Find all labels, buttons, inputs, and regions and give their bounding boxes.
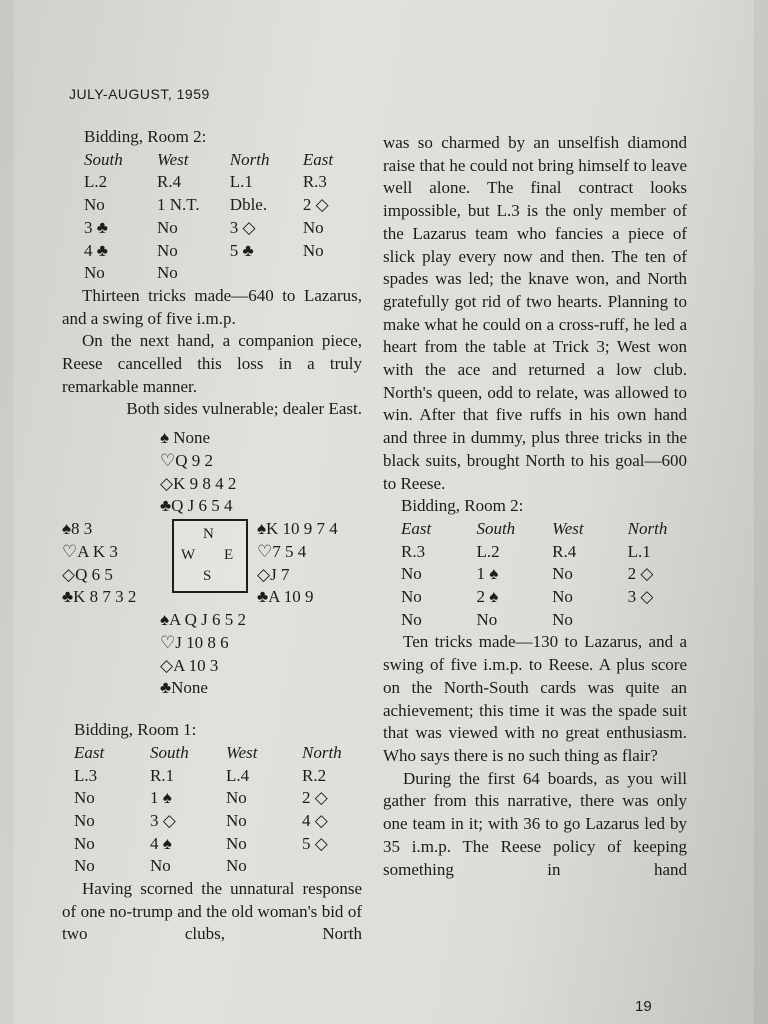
west-hand	[62, 518, 136, 609]
col-north: North	[627, 518, 668, 538]
bid-cell: 3 ♣	[84, 217, 108, 237]
col-south: South	[476, 518, 516, 538]
page-number: 19	[635, 998, 652, 1015]
col-south: South	[150, 742, 189, 762]
paragraph: Ten tricks made—130 to Lazarus, and a swing of five i.m.p. to Reese. A plus score on the North-South cards was quite an achievement; this time it was the spade suit that was viewed with no great enthusiasm. Who says there is no such thing as flair?	[383, 632, 687, 765]
bidding-header-row	[84, 149, 362, 172]
bid-cell: No	[157, 217, 178, 237]
north-diamonds: ◇K 9 8 4 2	[160, 473, 237, 493]
bid-cell: L.3	[74, 765, 98, 785]
bid-cell: R.1	[150, 765, 175, 785]
bidding-row	[74, 833, 362, 856]
south-spades: ♠A Q J 6 5 2	[160, 610, 247, 630]
col-west: West	[157, 149, 189, 169]
bid-cell: No	[302, 240, 324, 260]
bid-cell: No	[226, 810, 247, 830]
south-hand	[160, 609, 246, 700]
bidding-row	[74, 765, 362, 788]
bid-cell: R.3	[401, 541, 426, 561]
col-north: North	[229, 149, 270, 169]
bid-cell: L.1	[229, 172, 253, 192]
bidding-row	[74, 787, 362, 810]
bid-cell: 3 ◇	[229, 217, 256, 237]
east-hearts: ♡7 5 4	[257, 541, 307, 561]
col-west: West	[226, 742, 258, 762]
north-hand	[160, 427, 236, 518]
bid-cell: R.4	[552, 541, 577, 561]
bid-cell: No	[401, 609, 422, 629]
compass-east: E	[224, 547, 234, 564]
bid-cell	[302, 855, 362, 878]
col-north: North	[302, 742, 342, 762]
bid-cell	[303, 262, 362, 285]
compass-west: W	[181, 547, 196, 564]
bid-cell: R.3	[302, 172, 327, 192]
col-south: South	[84, 149, 123, 169]
right-column	[383, 132, 687, 881]
bid-cell: No	[150, 856, 171, 876]
bid-cell: 1 ♠	[150, 788, 172, 808]
east-spades: ♠K 10 9 7 4	[257, 519, 338, 539]
bid-cell: No	[74, 833, 95, 853]
compass-south: S	[203, 568, 212, 585]
bidding-room1-title: Bidding, Room 1:	[74, 720, 197, 740]
bid-cell: No	[552, 609, 573, 629]
west-clubs: ♣K 8 7 3 2	[62, 587, 137, 607]
bid-cell: R.4	[157, 172, 182, 192]
bidding-row	[84, 217, 362, 240]
compass-north: N	[203, 526, 214, 543]
running-header: JULY-AUGUST, 1959	[69, 86, 210, 102]
bid-cell: R.2	[302, 765, 327, 785]
bid-cell: 2 ♠	[476, 587, 499, 607]
col-east: East	[401, 518, 432, 538]
paragraph: Having scorned the unnatural response of one no-trump and the old woman's bid of two clubs, North	[62, 879, 362, 944]
bid-cell: 2 ◇	[302, 788, 328, 808]
bidding-row	[84, 262, 362, 285]
bidding-table-room2	[84, 149, 362, 285]
bid-cell	[628, 609, 687, 632]
bidding-header-row	[401, 518, 687, 541]
bidding-table-room1	[74, 742, 362, 878]
bid-cell: No	[226, 856, 247, 876]
bid-cell: 1 N.T.	[157, 195, 200, 215]
north-spades: ♠ None	[160, 428, 211, 448]
bidding-row	[401, 541, 687, 564]
north-clubs: ♣Q J 6 5 4	[160, 496, 233, 516]
west-diamonds: ◇Q 6 5	[62, 564, 113, 584]
bid-cell: 4 ♣	[84, 240, 108, 260]
bid-cell: 1 ♠	[476, 564, 499, 584]
bidding-room2-title: Bidding, Room 2:	[84, 127, 207, 146]
paragraph: Thirteen tricks made—640 to Lazarus, and a swing of five i.m.p.	[62, 285, 362, 328]
paragraph: On the next hand, a companion piece, Reese cancelled this loss in a truly remarkable manner.	[62, 331, 362, 396]
west-spades: ♠8 3	[62, 519, 93, 539]
bid-cell: No	[74, 788, 95, 808]
bid-cell: No	[226, 833, 247, 853]
bid-cell: 5 ♣	[229, 240, 254, 260]
bid-cell: L.2	[84, 172, 108, 192]
bidding-row	[84, 171, 362, 194]
east-clubs: ♣A 10 9	[257, 587, 314, 607]
magazine-page	[14, 0, 754, 1024]
north-hearts: ♡Q 9 2	[160, 450, 214, 470]
bridge-deal-diagram	[62, 427, 362, 717]
bid-cell: No	[74, 856, 95, 876]
bidding-row	[401, 563, 687, 586]
bid-cell: 3 ◇	[150, 810, 176, 830]
bid-cell: 3 ◇	[627, 587, 654, 607]
bid-cell: No	[552, 587, 573, 607]
bid-cell: No	[401, 564, 422, 584]
bid-cell	[230, 262, 303, 285]
bid-cell: 2 ◇	[627, 564, 654, 584]
south-diamonds: ◇A 10 3	[160, 655, 219, 675]
bid-cell: No	[84, 263, 105, 283]
bidding-room2-title: Bidding, Room 2:	[401, 496, 524, 516]
bid-cell: No	[157, 263, 178, 283]
bidding-row	[401, 586, 687, 609]
bid-cell: No	[302, 217, 324, 237]
deal-conditions: Both sides vulnerable; dealer East.	[126, 399, 362, 419]
east-hand	[257, 518, 338, 609]
bidding-header-row	[74, 742, 362, 765]
bid-cell: No	[476, 609, 498, 629]
bidding-row	[401, 609, 687, 632]
south-clubs: ♣None	[160, 678, 208, 698]
paragraph: During the first 64 boards, as you will gather from this narrative, there was only one team in it; with 36 to go Lazarus led by 35 i.m.p. The Reese policy of keeping something in hand	[383, 768, 687, 879]
bidding-row	[84, 240, 362, 263]
col-east: East	[74, 742, 105, 762]
bid-cell: L.1	[627, 541, 651, 561]
bid-cell: 2 ◇	[302, 195, 329, 215]
paragraph: was so charmed by an unselfish diamond raise that he could not bring himself to leave well alone. The final contract looks impossible, but L.3 is the only member of the Lazarus team who fancies a piece of slick play every now and then. The ten of spades was led; the knave won, and North gratefully got rid of two hearts. Planning to make what he could on a cross-ruff, he led a heart from the table at Trick 3; West won with the ace and returned a low club. North's queen, odd to relate, was allowed to win. After that five ruffs in his own hand and three in dummy, plus three tricks in the black suits, brought North to his goal—600 to Reese.	[383, 133, 687, 493]
col-east: East	[302, 149, 334, 169]
east-diamonds: ◇J 7	[257, 564, 290, 584]
bidding-row	[74, 855, 362, 878]
bid-cell: No	[84, 195, 105, 215]
bid-cell: No	[226, 788, 247, 808]
bidding-table-room2-second	[401, 518, 687, 632]
bid-cell: L.4	[226, 765, 250, 785]
left-column	[62, 126, 362, 946]
bid-cell: No	[157, 240, 178, 260]
bid-cell: L.2	[476, 541, 500, 561]
bid-cell: 5 ◇	[302, 833, 328, 853]
bidding-row	[74, 810, 362, 833]
south-hearts: ♡J 10 8 6	[160, 632, 229, 652]
bid-cell: 4 ◇	[302, 810, 328, 830]
compass-box	[172, 519, 248, 593]
bid-cell: 4 ♠	[150, 833, 172, 853]
bidding-row	[84, 194, 362, 217]
bid-cell: No	[74, 810, 95, 830]
bid-cell: No	[401, 587, 422, 607]
bid-cell: Dble.	[229, 195, 268, 215]
bid-cell: No	[552, 564, 573, 584]
west-hearts: ♡A K 3	[62, 541, 118, 561]
col-west: West	[552, 518, 584, 538]
